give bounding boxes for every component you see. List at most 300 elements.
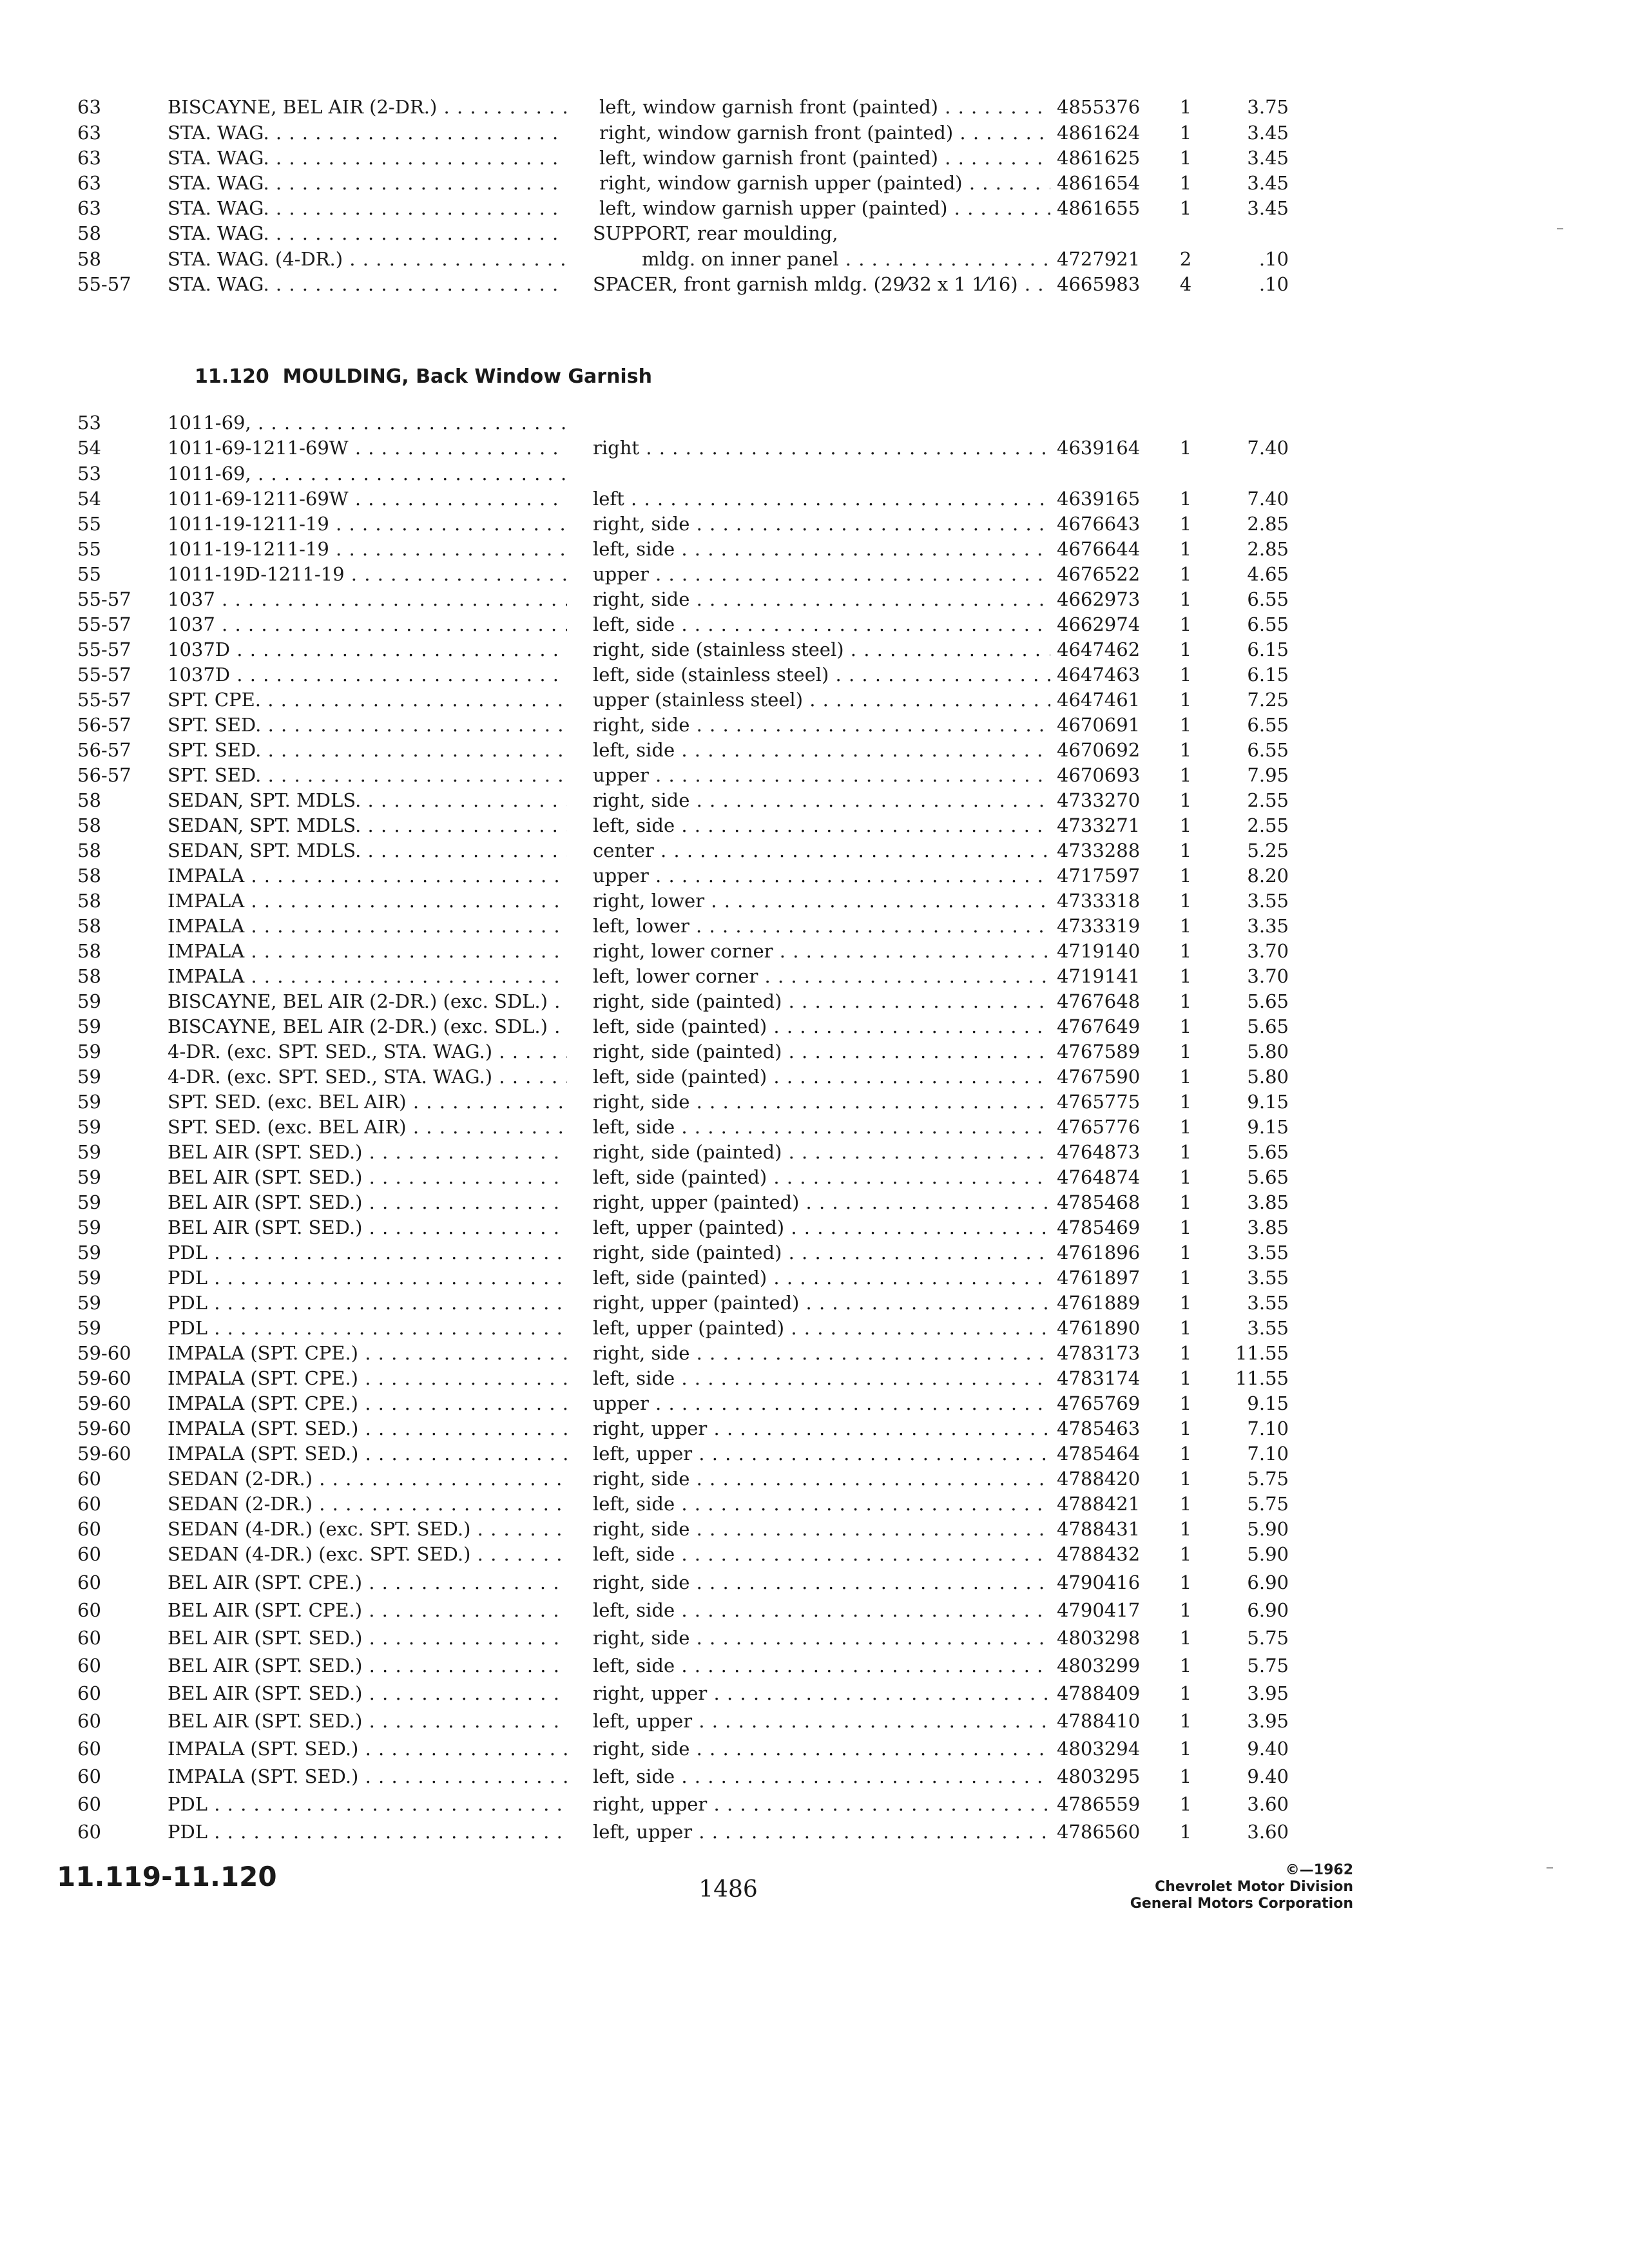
- quantity-cell: 1: [1179, 915, 1192, 937]
- year-cell: 59: [77, 1116, 101, 1138]
- price-cell: 3.60: [1247, 1821, 1289, 1843]
- price-cell: .10: [1258, 248, 1289, 270]
- description-cell: upper . . .: [593, 561, 1050, 587]
- model-cell: 1037D . . .: [168, 637, 567, 662]
- quantity-cell: 1: [1179, 1216, 1192, 1238]
- quantity-cell: 1: [1179, 1518, 1192, 1540]
- quantity-cell: 1: [1179, 1091, 1192, 1113]
- quantity-cell: 1: [1179, 1599, 1192, 1621]
- price-cell: 6.15: [1247, 639, 1289, 660]
- quantity-cell: 1: [1179, 689, 1192, 711]
- description-cell: right, lower . . .: [593, 888, 1050, 914]
- part-number-cell: 4803294: [1057, 1738, 1141, 1760]
- year-cell: 58: [77, 940, 101, 962]
- quantity-cell: 1: [1179, 840, 1192, 861]
- description-cell: upper . . .: [593, 863, 1050, 889]
- table-row: [0, 687, 1629, 713]
- price-cell: 7.25: [1247, 689, 1289, 711]
- model-cell: STA. WAG. . . .: [168, 195, 567, 221]
- price-cell: 5.75: [1247, 1655, 1289, 1677]
- year-cell: 55-57: [77, 613, 131, 635]
- part-number-cell: 4783174: [1057, 1367, 1141, 1389]
- part-number-cell: 4719141: [1057, 965, 1141, 987]
- year-cell: 53: [77, 463, 101, 485]
- model-cell: BEL AIR (SPT. SED.) . . .: [168, 1189, 567, 1215]
- quantity-cell: 1: [1179, 1765, 1192, 1787]
- quantity-cell: 1: [1179, 1710, 1192, 1732]
- quantity-cell: 1: [1179, 739, 1192, 761]
- year-cell: 59: [77, 1317, 101, 1339]
- price-cell: 5.75: [1247, 1627, 1289, 1649]
- description-cell: upper . . .: [593, 762, 1050, 788]
- table-row: [0, 511, 1629, 537]
- price-cell: .10: [1258, 273, 1289, 295]
- part-number-cell: 4767649: [1057, 1015, 1141, 1037]
- description-cell: left, upper (painted) . . .: [593, 1315, 1050, 1341]
- price-cell: 5.80: [1247, 1066, 1289, 1088]
- year-cell: 59-60: [77, 1342, 131, 1364]
- description-cell: left, upper (painted) . . .: [593, 1215, 1050, 1240]
- year-cell: 56-57: [77, 714, 131, 736]
- quantity-cell: 1: [1179, 714, 1192, 736]
- quantity-cell: 1: [1179, 865, 1192, 887]
- price-cell: 7.95: [1247, 764, 1289, 786]
- part-number-cell: 4761890: [1057, 1317, 1141, 1339]
- price-cell: 3.70: [1247, 940, 1289, 962]
- division-line: Chevrolet Motor Division: [1155, 1879, 1353, 1895]
- year-cell: 54: [77, 437, 101, 459]
- model-cell: BISCAYNE, BEL AIR (2-DR.) (exc. SDL.) . . .: [168, 988, 567, 1014]
- table-row: [0, 1625, 1629, 1651]
- price-cell: 4.65: [1247, 563, 1289, 585]
- part-number-cell: 4786559: [1057, 1793, 1141, 1815]
- table-row: [0, 1653, 1629, 1678]
- price-cell: 5.65: [1247, 990, 1289, 1012]
- quantity-cell: 1: [1179, 639, 1192, 660]
- year-cell: 54: [77, 488, 101, 510]
- table-row: [0, 1466, 1629, 1492]
- description-cell: right, side . . .: [593, 586, 1050, 612]
- part-number-cell: 4662974: [1057, 613, 1141, 635]
- model-cell: 4-DR. (exc. SPT. SED., STA. WAG.) . . .: [168, 1064, 567, 1090]
- table-row: [0, 1189, 1629, 1215]
- part-number-cell: 4717597: [1057, 865, 1141, 887]
- year-cell: 59: [77, 1216, 101, 1238]
- part-number-cell: 4861625: [1057, 147, 1141, 169]
- price-cell: 3.55: [1247, 1317, 1289, 1339]
- price-cell: 3.85: [1247, 1216, 1289, 1238]
- year-cell: 58: [77, 814, 101, 836]
- model-cell: SPT. SED. . . .: [168, 762, 567, 788]
- description-cell: right, window garnish front (painted) . . .: [599, 120, 1050, 146]
- table-row: [0, 1516, 1629, 1542]
- model-cell: IMPALA (SPT. SED.) . . .: [168, 1441, 567, 1466]
- year-cell: 60: [77, 1793, 101, 1815]
- year-cell: 59: [77, 1191, 101, 1213]
- description-cell: SPACER, front garnish mldg. (29⁄32 x 1 1⁄16) . . .: [593, 271, 1050, 297]
- model-cell: BISCAYNE, BEL AIR (2-DR.) (exc. SDL.) . . .: [168, 1014, 567, 1039]
- year-cell: 59: [77, 1091, 101, 1113]
- quantity-cell: 1: [1179, 513, 1192, 535]
- table-row: [0, 1736, 1629, 1762]
- year-cell: 63: [77, 147, 101, 169]
- part-number-cell: 4788431: [1057, 1518, 1141, 1540]
- description-cell: left, side (painted) . . .: [593, 1064, 1050, 1090]
- model-cell: IMPALA (SPT. CPE.) . . .: [168, 1340, 567, 1366]
- description-cell: right, upper (painted) . . .: [593, 1290, 1050, 1316]
- model-cell: STA. WAG. . . .: [168, 170, 567, 196]
- price-cell: 9.40: [1247, 1765, 1289, 1787]
- part-number-cell: 4733318: [1057, 890, 1141, 912]
- corporation-line: General Motors Corporation: [1130, 1896, 1353, 1912]
- model-cell: PDL . . .: [168, 1819, 567, 1845]
- year-cell: 60: [77, 1738, 101, 1760]
- copyright-line: ©—1962: [1285, 1862, 1353, 1878]
- part-number-cell: 4647462: [1057, 639, 1141, 660]
- quantity-cell: 1: [1179, 990, 1192, 1012]
- description-cell: right, side . . .: [593, 1340, 1050, 1366]
- description-cell: right, side (painted) . . .: [593, 1039, 1050, 1064]
- quantity-cell: 1: [1179, 1627, 1192, 1649]
- year-cell: 56-57: [77, 764, 131, 786]
- price-cell: 6.90: [1247, 1599, 1289, 1621]
- description-cell: right, side . . .: [593, 1089, 1050, 1115]
- table-row: [0, 863, 1629, 889]
- part-number-cell: 4788410: [1057, 1710, 1141, 1732]
- quantity-cell: 1: [1179, 664, 1192, 686]
- quantity-cell: 4: [1179, 273, 1192, 295]
- table-row: [0, 486, 1629, 512]
- model-cell: SPT. CPE. . . .: [168, 687, 567, 713]
- part-number-cell: 4764874: [1057, 1166, 1141, 1188]
- price-cell: 6.55: [1247, 613, 1289, 635]
- description-cell: left, side . . .: [593, 1365, 1050, 1391]
- table-row: [0, 1014, 1629, 1039]
- description-cell: left, side . . .: [593, 812, 1050, 838]
- model-cell: SPT. SED. (exc. BEL AIR) . . .: [168, 1114, 567, 1140]
- quantity-cell: 1: [1179, 588, 1192, 610]
- quantity-cell: 1: [1179, 563, 1192, 585]
- description-cell: right . . .: [593, 435, 1050, 461]
- price-cell: 3.55: [1247, 890, 1289, 912]
- table-row: [0, 1791, 1629, 1817]
- table-row: [0, 988, 1629, 1014]
- part-number-cell: 4788432: [1057, 1543, 1141, 1565]
- year-cell: 59: [77, 990, 101, 1012]
- table-row: [0, 246, 1629, 272]
- year-cell: 59: [77, 1141, 101, 1163]
- part-number-cell: 4767589: [1057, 1041, 1141, 1062]
- part-number-cell: 4733271: [1057, 814, 1141, 836]
- price-cell: 6.90: [1247, 1571, 1289, 1593]
- year-cell: 59-60: [77, 1367, 131, 1389]
- quantity-cell: 1: [1179, 1443, 1192, 1465]
- quantity-cell: 1: [1179, 1493, 1192, 1515]
- year-cell: 59: [77, 1066, 101, 1088]
- page-number: 1486: [699, 1876, 758, 1903]
- description-cell: left, side . . .: [593, 1541, 1050, 1567]
- year-cell: 58: [77, 248, 101, 270]
- description-cell: left, upper . . .: [593, 1708, 1050, 1734]
- model-cell: IMPALA . . .: [168, 888, 567, 914]
- model-cell: STA. WAG. . . .: [168, 145, 567, 171]
- section-number: 11.120: [195, 365, 269, 388]
- model-cell: SPT. SED. (exc. BEL AIR) . . .: [168, 1089, 567, 1115]
- part-number-cell: 4733270: [1057, 789, 1141, 811]
- year-cell: 60: [77, 1518, 101, 1540]
- scan-speck: [1557, 228, 1563, 229]
- table-row: [0, 1340, 1629, 1366]
- quantity-cell: 1: [1179, 1267, 1192, 1289]
- quantity-cell: 1: [1179, 1738, 1192, 1760]
- quantity-cell: 1: [1179, 1242, 1192, 1264]
- model-cell: SEDAN, SPT. MDLS. . . .: [168, 787, 567, 813]
- table-row: [0, 938, 1629, 964]
- model-cell: SEDAN (2-DR.) . . .: [168, 1466, 567, 1492]
- year-cell: 59-60: [77, 1443, 131, 1465]
- description-cell: left, lower . . .: [593, 913, 1050, 939]
- table-row: [0, 1680, 1629, 1706]
- quantity-cell: 1: [1179, 1655, 1192, 1677]
- description-cell: left, side . . .: [593, 737, 1050, 763]
- part-number-cell: 4786560: [1057, 1821, 1141, 1843]
- quantity-cell: 1: [1179, 890, 1192, 912]
- part-number-cell: 4764873: [1057, 1141, 1141, 1163]
- year-cell: 55: [77, 513, 101, 535]
- price-cell: 6.15: [1247, 664, 1289, 686]
- price-cell: 3.45: [1247, 197, 1289, 219]
- year-cell: 58: [77, 789, 101, 811]
- price-cell: 9.40: [1247, 1738, 1289, 1760]
- price-cell: 9.15: [1247, 1392, 1289, 1414]
- description-cell: left, side . . .: [593, 1653, 1050, 1678]
- quantity-cell: 1: [1179, 1191, 1192, 1213]
- part-number-cell: 4719140: [1057, 940, 1141, 962]
- quantity-cell: 1: [1179, 1342, 1192, 1364]
- price-cell: 3.70: [1247, 965, 1289, 987]
- description-cell: left . . .: [593, 486, 1050, 512]
- part-number-cell: 4676643: [1057, 513, 1141, 535]
- quantity-cell: 1: [1179, 172, 1192, 194]
- model-cell: STA. WAG. . . .: [168, 220, 567, 246]
- table-row: [0, 1541, 1629, 1567]
- model-cell: PDL . . .: [168, 1240, 567, 1265]
- description-cell: left, side . . .: [593, 611, 1050, 637]
- year-cell: 60: [77, 1765, 101, 1787]
- model-cell: BEL AIR (SPT. SED.) . . .: [168, 1625, 567, 1651]
- year-cell: 60: [77, 1655, 101, 1677]
- part-number-cell: 4765775: [1057, 1091, 1141, 1113]
- model-cell: 1011-69, . . .: [168, 410, 567, 436]
- price-cell: 6.55: [1247, 714, 1289, 736]
- description-cell: left, side (painted) . . .: [593, 1265, 1050, 1291]
- year-cell: 63: [77, 96, 101, 118]
- table-row: [0, 1819, 1629, 1845]
- table-row: [0, 1441, 1629, 1466]
- quantity-cell: 1: [1179, 1682, 1192, 1704]
- part-number-cell: 4765769: [1057, 1392, 1141, 1414]
- part-number-cell: 4647463: [1057, 664, 1141, 686]
- section-heading: [195, 361, 652, 393]
- quantity-cell: 1: [1179, 1392, 1192, 1414]
- table-row: [0, 195, 1629, 221]
- model-cell: IMPALA (SPT. CPE.) . . .: [168, 1365, 567, 1391]
- price-cell: 7.40: [1247, 488, 1289, 510]
- model-cell: IMPALA . . .: [168, 963, 567, 989]
- quantity-cell: 1: [1179, 1141, 1192, 1163]
- part-number-cell: 4639165: [1057, 488, 1141, 510]
- year-cell: 60: [77, 1493, 101, 1515]
- copyright-block: [1070, 1862, 1353, 1912]
- year-cell: 59: [77, 1292, 101, 1314]
- model-cell: 1037 . . .: [168, 586, 567, 612]
- price-cell: 7.10: [1247, 1418, 1289, 1439]
- description-cell: right, side . . .: [593, 511, 1050, 537]
- year-cell: 55: [77, 538, 101, 560]
- price-cell: 5.25: [1247, 840, 1289, 861]
- price-cell: 11.55: [1235, 1342, 1289, 1364]
- table-row: [0, 1597, 1629, 1623]
- table-row: [0, 1708, 1629, 1734]
- model-cell: 1011-19-1211-19 . . .: [168, 511, 567, 537]
- part-number-cell: 4785468: [1057, 1191, 1141, 1213]
- description-cell: left, window garnish front (painted) . . .: [599, 94, 1050, 120]
- part-number-cell: 4783173: [1057, 1342, 1141, 1364]
- table-row: [0, 410, 1629, 436]
- year-cell: 55-57: [77, 588, 131, 610]
- part-number-cell: 4788409: [1057, 1682, 1141, 1704]
- table-row: [0, 812, 1629, 838]
- part-number-cell: 4785469: [1057, 1216, 1141, 1238]
- description-cell: left, window garnish upper (painted) . . .: [599, 195, 1050, 221]
- quantity-cell: 1: [1179, 965, 1192, 987]
- description-cell: left, side (painted) . . .: [593, 1014, 1050, 1039]
- year-cell: 58: [77, 965, 101, 987]
- part-number-cell: 4761889: [1057, 1292, 1141, 1314]
- year-cell: 55-57: [77, 639, 131, 660]
- price-cell: 3.35: [1247, 915, 1289, 937]
- quantity-cell: 1: [1179, 96, 1192, 118]
- quantity-cell: 1: [1179, 147, 1192, 169]
- quantity-cell: 1: [1179, 1041, 1192, 1062]
- part-number-cell: 4733319: [1057, 915, 1141, 937]
- part-number-cell: 4761896: [1057, 1242, 1141, 1264]
- description-cell: left, upper . . .: [593, 1441, 1050, 1466]
- quantity-cell: 1: [1179, 197, 1192, 219]
- year-cell: 60: [77, 1543, 101, 1565]
- model-cell: PDL . . .: [168, 1290, 567, 1316]
- description-cell: left, upper . . .: [593, 1819, 1050, 1845]
- table-row: [0, 1089, 1629, 1115]
- model-cell: SEDAN (4-DR.) (exc. SPT. SED.) . . .: [168, 1541, 567, 1567]
- description-cell: right, side . . .: [593, 1516, 1050, 1542]
- part-number-cell: 4790416: [1057, 1571, 1141, 1593]
- quantity-cell: 1: [1179, 538, 1192, 560]
- year-cell: 63: [77, 172, 101, 194]
- part-number-cell: 4803299: [1057, 1655, 1141, 1677]
- table-row: [0, 1114, 1629, 1140]
- price-cell: 2.55: [1247, 814, 1289, 836]
- year-cell: 63: [77, 122, 101, 144]
- description-cell: right, side . . .: [593, 1570, 1050, 1595]
- table-row: [0, 1390, 1629, 1416]
- model-cell: PDL . . .: [168, 1315, 567, 1341]
- table-row: [0, 1215, 1629, 1240]
- quantity-cell: 1: [1179, 1066, 1192, 1088]
- part-number-cell: 4767590: [1057, 1066, 1141, 1088]
- price-cell: 3.75: [1247, 96, 1289, 118]
- price-cell: 3.55: [1247, 1292, 1289, 1314]
- part-number-cell: 4733288: [1057, 840, 1141, 861]
- model-cell: 1011-69-1211-69W . . .: [168, 486, 567, 512]
- part-number-cell: 4676522: [1057, 563, 1141, 585]
- model-cell: PDL . . .: [168, 1265, 567, 1291]
- year-cell: 56-57: [77, 739, 131, 761]
- year-cell: 60: [77, 1821, 101, 1843]
- part-number-cell: 4785464: [1057, 1443, 1141, 1465]
- price-cell: 3.55: [1247, 1267, 1289, 1289]
- quantity-cell: 1: [1179, 814, 1192, 836]
- model-cell: STA. WAG. (4-DR.) . . .: [168, 246, 567, 272]
- year-cell: 59: [77, 1267, 101, 1289]
- price-cell: 7.40: [1247, 437, 1289, 459]
- quantity-cell: 1: [1179, 1166, 1192, 1188]
- table-row: [0, 1491, 1629, 1517]
- part-number-cell: 4767648: [1057, 990, 1141, 1012]
- description-cell: left, side (stainless steel) . . .: [593, 662, 1050, 687]
- model-cell: 1011-69, . . .: [168, 461, 567, 486]
- part-number-cell: 4639164: [1057, 437, 1141, 459]
- model-cell: IMPALA (SPT. SED.) . . .: [168, 1763, 567, 1789]
- year-cell: 60: [77, 1710, 101, 1732]
- table-row: [0, 1315, 1629, 1341]
- year-cell: 63: [77, 197, 101, 219]
- model-cell: SEDAN (4-DR.) (exc. SPT. SED.) . . .: [168, 1516, 567, 1542]
- table-row: [0, 1064, 1629, 1090]
- quantity-cell: 1: [1179, 1821, 1192, 1843]
- table-row: [0, 1240, 1629, 1265]
- description-cell: left, lower corner . . .: [593, 963, 1050, 989]
- quantity-cell: 1: [1179, 1317, 1192, 1339]
- price-cell: 9.15: [1247, 1091, 1289, 1113]
- part-number-cell: 4803298: [1057, 1627, 1141, 1649]
- model-cell: 1011-19D-1211-19 . . .: [168, 561, 567, 587]
- part-number-cell: 4790417: [1057, 1599, 1141, 1621]
- part-number-cell: 4785463: [1057, 1418, 1141, 1439]
- description-cell: left, side . . .: [593, 536, 1050, 562]
- description-cell: right, upper (painted) . . .: [593, 1189, 1050, 1215]
- description-cell: left, side . . .: [593, 1763, 1050, 1789]
- year-cell: 55-57: [77, 689, 131, 711]
- part-number-cell: 4665983: [1057, 273, 1141, 295]
- table-row: [0, 586, 1629, 612]
- model-cell: BEL AIR (SPT. SED.) . . .: [168, 1680, 567, 1706]
- description-cell: upper (stainless steel) . . .: [593, 687, 1050, 713]
- price-cell: 7.10: [1247, 1443, 1289, 1465]
- price-cell: 2.55: [1247, 789, 1289, 811]
- description-cell: right, side (painted) . . .: [593, 1139, 1050, 1165]
- year-cell: 60: [77, 1468, 101, 1490]
- quantity-cell: 1: [1179, 1292, 1192, 1314]
- part-number-cell: 4861655: [1057, 197, 1141, 219]
- year-cell: 55-57: [77, 273, 131, 295]
- price-cell: 5.75: [1247, 1493, 1289, 1515]
- model-cell: IMPALA . . .: [168, 938, 567, 964]
- description-cell: right, side . . .: [593, 1466, 1050, 1492]
- model-cell: SEDAN, SPT. MDLS. . . .: [168, 838, 567, 863]
- price-cell: 3.45: [1247, 147, 1289, 169]
- year-cell: 59-60: [77, 1418, 131, 1439]
